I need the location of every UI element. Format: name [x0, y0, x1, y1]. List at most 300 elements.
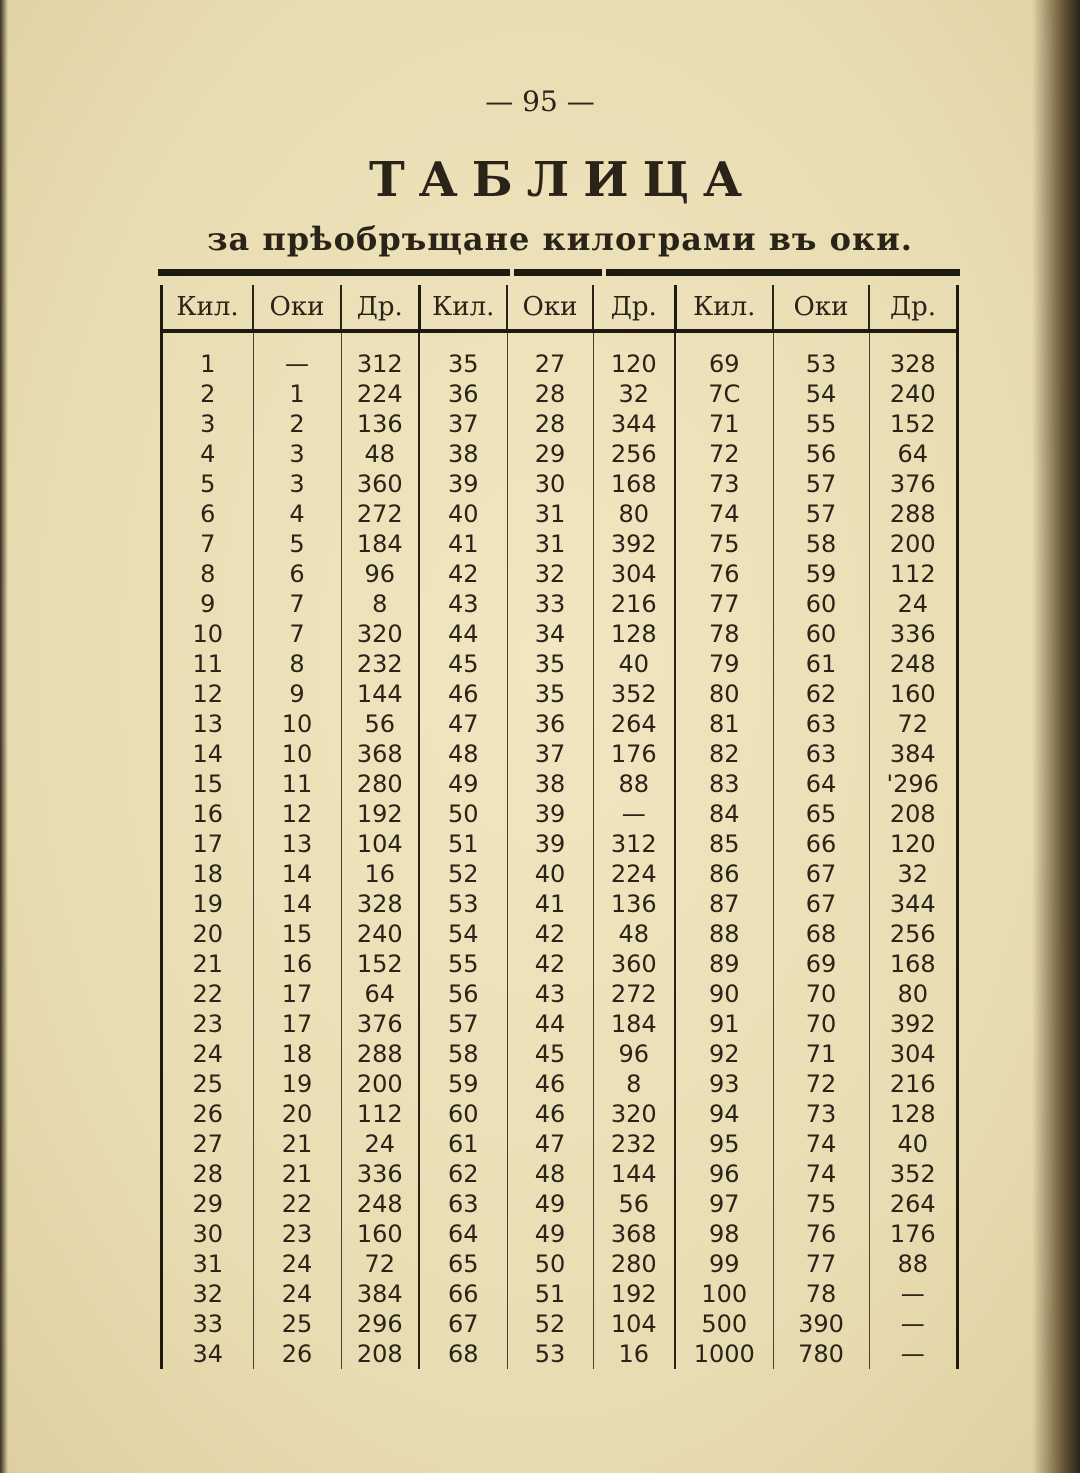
- table-cell: 240: [889, 380, 936, 408]
- table-cell: 76: [675, 559, 773, 589]
- table-cell: 31: [507, 499, 593, 529]
- table-cell: 19: [163, 889, 253, 919]
- table-row: [163, 679, 956, 709]
- table-cell: 15: [253, 919, 341, 949]
- table-cell: 46: [507, 1099, 593, 1129]
- table-cell: 37: [507, 739, 593, 769]
- table-cell: 72: [773, 1069, 869, 1099]
- table-cell: 17: [253, 1009, 341, 1039]
- table-cell: 128: [889, 1100, 936, 1128]
- table-cell: 42: [507, 919, 593, 949]
- table-cell: 47: [507, 1129, 593, 1159]
- table-cell: 84: [675, 799, 773, 829]
- table-cell: 60: [773, 589, 869, 619]
- header-dr-3: Др.: [889, 292, 937, 322]
- table-cell: 36: [507, 709, 593, 739]
- table-row: [163, 979, 956, 1009]
- header-oki-1: Оки: [253, 285, 341, 331]
- table-cell: 264: [593, 709, 675, 739]
- table-cell: 34: [163, 1339, 253, 1369]
- table-cell: 50: [507, 1249, 593, 1279]
- table-cell: 33: [507, 589, 593, 619]
- table-cell: 59: [773, 559, 869, 589]
- table-cell: 67: [773, 859, 869, 889]
- table-cell: 72: [897, 710, 929, 738]
- table-cell: 67: [773, 889, 869, 919]
- table-cell: 3: [253, 439, 341, 469]
- table-row: [163, 1129, 956, 1159]
- table-cell: 43: [419, 589, 507, 619]
- table-cell: 280: [341, 769, 419, 799]
- table-cell: 11: [163, 649, 253, 679]
- table-cell: 41: [507, 889, 593, 919]
- table-cell: 248: [341, 1189, 419, 1219]
- table-cell: 49: [419, 769, 507, 799]
- table-cell: 48: [341, 439, 419, 469]
- table-cell: 376: [889, 470, 936, 498]
- table-cell: 1: [163, 349, 253, 379]
- table-cell: 136: [341, 409, 419, 439]
- table-cell: 53: [419, 889, 507, 919]
- table-cell: 272: [341, 499, 419, 529]
- table-cell: 37: [419, 409, 507, 439]
- table-cell: 248: [889, 650, 936, 678]
- table-row: [163, 1309, 956, 1339]
- table-cell: 240: [341, 919, 419, 949]
- table-cell: 55: [773, 409, 869, 439]
- table-cell: 88: [593, 769, 675, 799]
- table-cell: 328: [341, 889, 419, 919]
- table-cell: 82: [675, 739, 773, 769]
- table-cell: 70: [773, 1009, 869, 1039]
- table-cell: 89: [675, 949, 773, 979]
- table-cell: 80: [897, 980, 929, 1008]
- table-cell: 3: [253, 469, 341, 499]
- top-rule-middle: [514, 269, 602, 276]
- table-cell: 65: [419, 1249, 507, 1279]
- table-cell: 3: [163, 409, 253, 439]
- table-cell: 32: [897, 860, 929, 888]
- table-cell: 35: [419, 349, 507, 379]
- table-cell: 72: [341, 1249, 419, 1279]
- table-cell: 104: [341, 829, 419, 859]
- table-cell: 34: [507, 619, 593, 649]
- table-cell: 80: [675, 679, 773, 709]
- table-cell: 20: [163, 919, 253, 949]
- table-cell: 38: [419, 439, 507, 469]
- conversion-table: [163, 285, 956, 1369]
- table-cell: 200: [341, 1069, 419, 1099]
- table-row: [163, 829, 956, 859]
- table-cell: 26: [253, 1339, 341, 1369]
- table-cell: '296: [886, 770, 939, 798]
- table-cell: 176: [593, 739, 675, 769]
- table-cell: 2: [163, 379, 253, 409]
- table-cell: 96: [675, 1159, 773, 1189]
- table-cell: 280: [593, 1249, 675, 1279]
- table-cell: 68: [419, 1339, 507, 1369]
- table-cell: 14: [253, 889, 341, 919]
- table-cell: 30: [163, 1219, 253, 1249]
- table-cell: 56: [419, 979, 507, 1009]
- table-cell: 99: [675, 1249, 773, 1279]
- table-cell: 16: [163, 799, 253, 829]
- table-cell: 66: [419, 1279, 507, 1309]
- table-cell: 304: [593, 559, 675, 589]
- table-cell: 69: [675, 349, 773, 379]
- table-cell: 53: [773, 349, 869, 379]
- table-cell: 264: [889, 1190, 936, 1218]
- table-cell: 17: [163, 829, 253, 859]
- table-cell: —: [900, 1280, 925, 1308]
- table-cell: 43: [507, 979, 593, 1009]
- table-cell: 384: [341, 1279, 419, 1309]
- table-row: [163, 1159, 956, 1189]
- table-cell: 10: [253, 739, 341, 769]
- table-row: [163, 1039, 956, 1069]
- table-row: [163, 1249, 956, 1279]
- table-cell: 152: [341, 949, 419, 979]
- table-row: [163, 919, 956, 949]
- table-cell: 67: [419, 1309, 507, 1339]
- table-cell: 96: [593, 1039, 675, 1069]
- table-cell: 15: [163, 769, 253, 799]
- table-cell: 39: [419, 469, 507, 499]
- table-cell: 256: [889, 920, 936, 948]
- header-kg-2: Кил.: [419, 285, 507, 331]
- table-cell: 224: [341, 379, 419, 409]
- table-cell: 184: [593, 1009, 675, 1039]
- table-cell: 390: [773, 1309, 869, 1339]
- table-cell: 41: [419, 529, 507, 559]
- table-cell: 392: [593, 529, 675, 559]
- table-cell: 62: [773, 679, 869, 709]
- table-cell: 68: [773, 919, 869, 949]
- table-row: [163, 529, 956, 559]
- table-cell: 46: [507, 1069, 593, 1099]
- table-cell: 25: [253, 1309, 341, 1339]
- table-cell: 29: [163, 1189, 253, 1219]
- table-cell: 57: [419, 1009, 507, 1039]
- table-cell: 272: [593, 979, 675, 1009]
- table-row: [163, 469, 956, 499]
- table-body: [163, 331, 956, 1369]
- header-oki-2: Оки: [507, 285, 593, 331]
- table-cell: 18: [253, 1039, 341, 1069]
- table-cell: 344: [889, 890, 936, 918]
- table-cell: 7: [253, 589, 341, 619]
- table-cell: 57: [773, 499, 869, 529]
- table-cell: 168: [889, 950, 936, 978]
- table-cell: 79: [675, 649, 773, 679]
- table-cell: 312: [593, 829, 675, 859]
- table-cell: 56: [773, 439, 869, 469]
- table-row: [163, 739, 956, 769]
- table-cell: 12: [253, 799, 341, 829]
- table-cell: 100: [675, 1279, 773, 1309]
- table-cell: 112: [889, 560, 936, 588]
- table-cell: 296: [341, 1309, 419, 1339]
- table-cell: 28: [507, 409, 593, 439]
- table-cell: 344: [593, 409, 675, 439]
- table-cell: 112: [341, 1099, 419, 1129]
- table-cell: 27: [507, 349, 593, 379]
- table-cell: 152: [889, 410, 936, 438]
- table-cell: 53: [507, 1339, 593, 1369]
- table-cell: 66: [773, 829, 869, 859]
- table-cell: 24: [341, 1129, 419, 1159]
- table-cell: 98: [675, 1219, 773, 1249]
- table-cell: 49: [507, 1219, 593, 1249]
- table-cell: 19: [253, 1069, 341, 1099]
- table-cell: 63: [773, 709, 869, 739]
- table-cell: 95: [675, 1129, 773, 1159]
- table-cell: 92: [675, 1039, 773, 1069]
- table-row: [163, 439, 956, 469]
- table-cell: 56: [593, 1189, 675, 1219]
- table-cell: 1000: [675, 1339, 773, 1369]
- table-cell: 48: [507, 1159, 593, 1189]
- table-cell: 85: [675, 829, 773, 859]
- page-subtitle: за прѣобръщане килограми въ оки.: [207, 220, 913, 258]
- table-cell: 104: [593, 1309, 675, 1339]
- table-cell: 61: [419, 1129, 507, 1159]
- table-cell: 128: [593, 619, 675, 649]
- table-cell: 336: [889, 620, 936, 648]
- table-cell: 81: [675, 709, 773, 739]
- table-cell: 24: [253, 1249, 341, 1279]
- table-cell: 320: [341, 619, 419, 649]
- table-cell: 376: [341, 1009, 419, 1039]
- table-cell: 63: [773, 739, 869, 769]
- table-row: [163, 409, 956, 439]
- table-cell: 44: [419, 619, 507, 649]
- table-cell: 32: [163, 1279, 253, 1309]
- table-cell: 38: [507, 769, 593, 799]
- table-row: [163, 1279, 956, 1309]
- table-cell: 64: [773, 769, 869, 799]
- table-cell: 74: [675, 499, 773, 529]
- table-cell: 23: [163, 1009, 253, 1039]
- table-cell: 780: [773, 1339, 869, 1369]
- table-row: [163, 499, 956, 529]
- table-row: [163, 769, 956, 799]
- table-row: [163, 1219, 956, 1249]
- table-cell: 216: [593, 589, 675, 619]
- table-cell: 176: [889, 1220, 936, 1248]
- table-cell: 51: [507, 1279, 593, 1309]
- table-cell: 61: [773, 649, 869, 679]
- table-cell: 65: [773, 799, 869, 829]
- table-cell: 144: [341, 679, 419, 709]
- table-cell: 58: [773, 529, 869, 559]
- table-cell: 288: [341, 1039, 419, 1069]
- table-cell: 48: [419, 739, 507, 769]
- table-cell: 20: [253, 1099, 341, 1129]
- table-cell: 4: [253, 499, 341, 529]
- table-cell: 168: [593, 469, 675, 499]
- table-cell: 60: [773, 619, 869, 649]
- table-cell: 93: [675, 1069, 773, 1099]
- table-cell: 368: [593, 1219, 675, 1249]
- table-cell: 232: [341, 649, 419, 679]
- table-row: [163, 1099, 956, 1129]
- table-cell: 216: [889, 1070, 936, 1098]
- table-cell: 94: [675, 1099, 773, 1129]
- table-cell: 2: [253, 409, 341, 439]
- table-cell: 360: [341, 469, 419, 499]
- table-header-row: [163, 285, 956, 331]
- table-cell: 7: [253, 619, 341, 649]
- table-cell: 9: [253, 679, 341, 709]
- table-cell: 33: [163, 1309, 253, 1339]
- table-cell: 69: [773, 949, 869, 979]
- table-cell: 200: [889, 530, 936, 558]
- table-cell: 320: [593, 1099, 675, 1129]
- table-cell: 500: [675, 1309, 773, 1339]
- table-cell: 59: [419, 1069, 507, 1099]
- table-cell: 336: [341, 1159, 419, 1189]
- table-cell: 78: [675, 619, 773, 649]
- table-cell: 392: [889, 1010, 936, 1038]
- table-cell: 8: [253, 649, 341, 679]
- table-cell: —: [253, 349, 341, 379]
- table-cell: 45: [419, 649, 507, 679]
- table-cell: 83: [675, 769, 773, 799]
- table-cell: 5: [163, 469, 253, 499]
- header-spacer: [163, 331, 956, 349]
- table-row: [163, 949, 956, 979]
- table-cell: 42: [419, 559, 507, 589]
- table-cell: 90: [675, 979, 773, 1009]
- table-cell: 31: [163, 1249, 253, 1279]
- table-cell: 39: [507, 799, 593, 829]
- table-cell: 8: [341, 589, 419, 619]
- table-cell: 208: [889, 800, 936, 828]
- table-cell: 31: [507, 529, 593, 559]
- table-cell: 24: [253, 1279, 341, 1309]
- table-cell: 21: [163, 949, 253, 979]
- table-cell: 28: [507, 379, 593, 409]
- table-cell: 40: [897, 1130, 929, 1158]
- header-oki-3: Оки: [773, 285, 869, 331]
- table-cell: 328: [889, 350, 936, 378]
- table-cell: 192: [341, 799, 419, 829]
- table-cell: 54: [419, 919, 507, 949]
- table-row: [163, 1189, 956, 1219]
- table-cell: 77: [773, 1249, 869, 1279]
- table-cell: 120: [593, 349, 675, 379]
- table-cell: 97: [675, 1189, 773, 1219]
- page-title: ТАБЛИЦА: [368, 152, 757, 208]
- table-cell: 46: [419, 679, 507, 709]
- table-cell: 304: [889, 1040, 936, 1068]
- table-cell: 64: [419, 1219, 507, 1249]
- table-cell: 86: [675, 859, 773, 889]
- top-rule-right: [606, 269, 960, 276]
- table-cell: 30: [507, 469, 593, 499]
- table-cell: 73: [675, 469, 773, 499]
- table-cell: 71: [773, 1039, 869, 1069]
- table-row: [163, 349, 956, 379]
- table-cell: 160: [341, 1219, 419, 1249]
- table-cell: —: [900, 1310, 925, 1338]
- table-cell: 224: [593, 859, 675, 889]
- table-cell: 14: [163, 739, 253, 769]
- table-cell: 88: [675, 919, 773, 949]
- table-cell: 21: [253, 1129, 341, 1159]
- table-cell: 16: [341, 859, 419, 889]
- table-cell: 39: [507, 829, 593, 859]
- table-cell: 64: [341, 979, 419, 1009]
- table-cell: 78: [773, 1279, 869, 1309]
- page-number: — 95 —: [485, 85, 595, 118]
- table-cell: 36: [419, 379, 507, 409]
- table-cell: 56: [341, 709, 419, 739]
- table-cell: 51: [419, 829, 507, 859]
- table-cell: —: [900, 1340, 925, 1368]
- table-cell: 96: [341, 559, 419, 589]
- table-cell: 40: [419, 499, 507, 529]
- table-cell: 16: [593, 1339, 675, 1369]
- table-cell: 17: [253, 979, 341, 1009]
- table-cell: 60: [419, 1099, 507, 1129]
- header-kg-1: Кил.: [163, 285, 253, 331]
- table-cell: 72: [675, 439, 773, 469]
- table-cell: 91: [675, 1009, 773, 1039]
- table-cell: 58: [419, 1039, 507, 1069]
- table-cell: 7: [163, 529, 253, 559]
- table-cell: 12: [163, 679, 253, 709]
- table-row: [163, 889, 956, 919]
- table-cell: 35: [507, 649, 593, 679]
- table-cell: 4: [163, 439, 253, 469]
- table-cell: 14: [253, 859, 341, 889]
- table-cell: 62: [419, 1159, 507, 1189]
- table-cell: 45: [507, 1039, 593, 1069]
- table-cell: 360: [593, 949, 675, 979]
- table-cell: 35: [507, 679, 593, 709]
- table-cell: 70: [773, 979, 869, 1009]
- table-row: [163, 619, 956, 649]
- table-cell: —: [593, 799, 675, 829]
- table-cell: 136: [593, 889, 675, 919]
- header-dr-1: Др.: [341, 285, 419, 331]
- table-cell: 40: [593, 649, 675, 679]
- table-cell: 52: [419, 859, 507, 889]
- table-cell: 368: [341, 739, 419, 769]
- table-cell: 120: [889, 830, 936, 858]
- table-row: [163, 1069, 956, 1099]
- table-cell: 7C: [675, 379, 773, 409]
- table-cell: 32: [593, 379, 675, 409]
- table-cell: 27: [163, 1129, 253, 1159]
- table-row: [163, 379, 956, 409]
- table-cell: 24: [163, 1039, 253, 1069]
- table-cell: 5: [253, 529, 341, 559]
- table-cell: 74: [773, 1129, 869, 1159]
- table-cell: 73: [773, 1099, 869, 1129]
- table-cell: 48: [593, 919, 675, 949]
- table-cell: 6: [253, 559, 341, 589]
- table-cell: 22: [163, 979, 253, 1009]
- table-cell: 192: [593, 1279, 675, 1309]
- table-cell: 52: [507, 1309, 593, 1339]
- table-cell: 312: [341, 349, 419, 379]
- table-cell: 29: [507, 439, 593, 469]
- table-cell: 22: [253, 1189, 341, 1219]
- table-cell: 16: [253, 949, 341, 979]
